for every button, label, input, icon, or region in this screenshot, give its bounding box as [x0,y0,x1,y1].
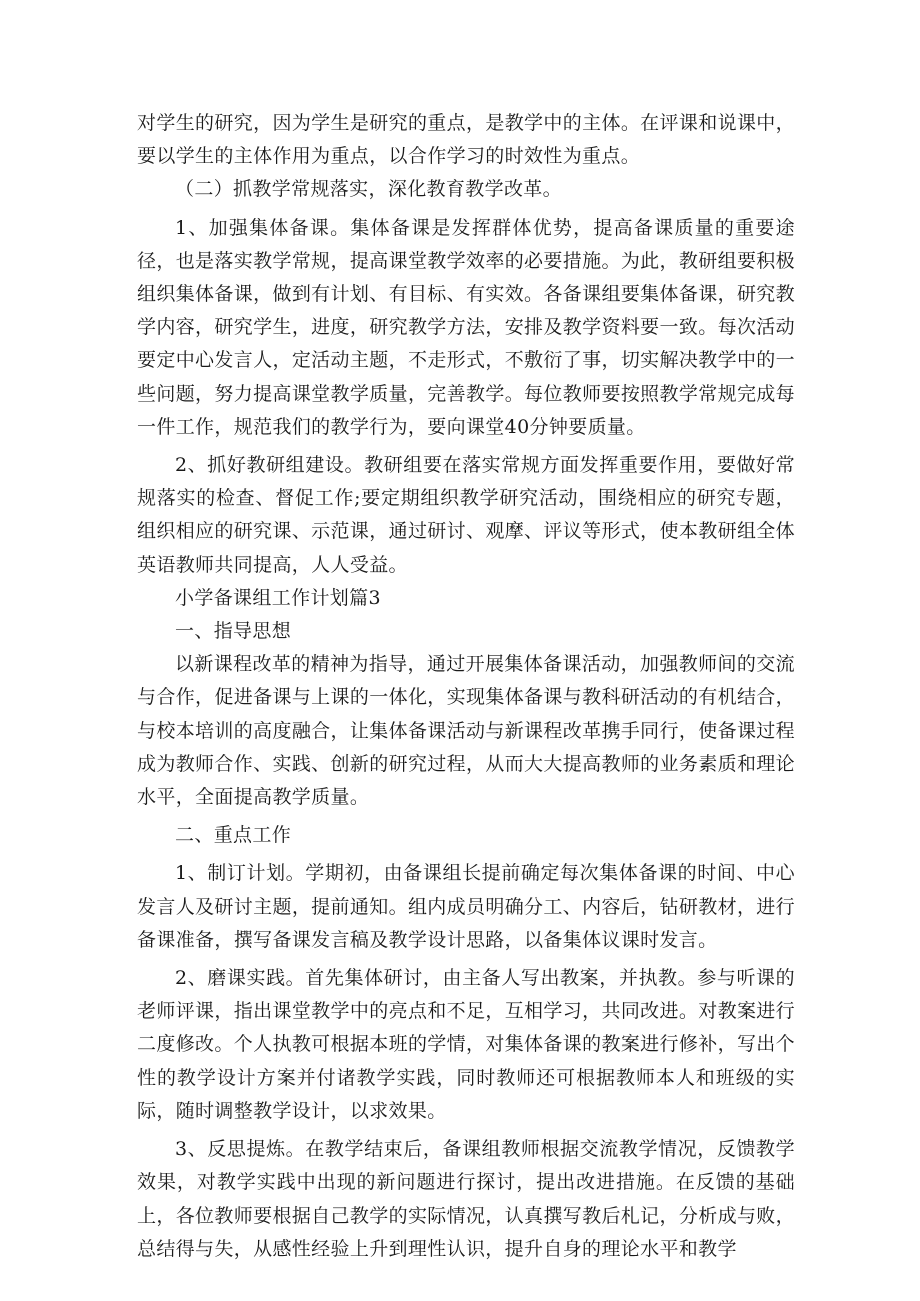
document-body [137,107,795,1266]
section-heading-2: （二）抓教学常规落实，深化教育教学改革。 [175,178,563,201]
paragraph-collective-lesson-prep: 1、加强集体备课。集体备课是发挥群体优势，提高备课质量的重要途径，也是落实教学常规，提高课堂教学效率的必要措施。为此，教研组要积极组织集体备课，做到有计划、有目标、有实效。各备课组要集体备课，研究教学内容，研究学生，进度，研究教学方法，安排及教学资料要一致。每次活动要定中心发言人，定活动主题，不走形式，不敷衍了事，切实解决教学中的一些问题，努力提高课堂教学质量，完善教学。每位教师要按照教学常规完成每一件工作，规范我们的教学行为，要向课堂40分钟要质量。 [137,216,795,438]
paragraph-make-plan: 1、制订计划。学期初，由备课组长提前确定每次集体备课的时间、中心发言人及研讨主题，提前通知。组内成员明确分工、内容后，钻研教材，进行备课准备，撰写备课发言稿及教学设计思路，以备集体议课时发言。 [137,862,795,951]
paragraph-reflection: 3、反思提炼。在教学结束后，备课组教师根据交流教学情况，反馈教学效果，对教学实践中出现的新问题进行探讨，提出改进措施。在反馈的基础上，各位教师要根据自己教学的实际情况，认真撰写教后札记，分析成与败，总结得与失，从感性经验上升到理性认识，提升自身的理论水平和教学 [137,1138,795,1260]
section-heading-guiding-ideology: 一、指导思想 [175,620,292,643]
paragraph-guiding-ideology: 以新课程改革的精神为指导，通过开展集体备课活动，加强教师间的交流与合作，促进备课与上课的一体化，实现集体备课与教科研活动的有机结合，与校本培训的高度融合，让集体备课活动与新课程改革携手同行，使备课过程成为教师合作、实践、创新的研究过程，从而大大提高教师的业务素质和理论水平，全面提高教学质量。 [137,653,795,809]
paragraph-intro-continuation: 对学生的研究，因为学生是研究的重点，是教学中的主体。在评课和说课中，要以学生的主体作用为重点，以合作学习的时效性为重点。 [137,112,795,168]
section-heading-key-work: 二、重点工作 [175,824,292,847]
paragraph-lesson-practice: 2、磨课实践。首先集体研讨，由主备人写出教案，并执教。参与听课的老师评课，指出课堂教学中的亮点和不足，互相学习，共同改进。对教案进行二度修改。个人执教可根据本班的学情，对集体备课的教案进行修补，写出个性的教学设计方案并付诸教学实践，同时教师还可根据教师本人和班级的实际，随时调整教学设计，以求效果。 [137,967,795,1122]
article-title-part-3: 小学备课组工作计划篇3 [175,586,381,609]
paragraph-research-group-building: 2、抓好教研组建设。教研组要在落实常规方面发挥重要作用，要做好常规落实的检查、督促工作;要定期组织教学研究活动，围绕相应的研究专题，组织相应的研究课、示范课，通过研讨、观摩、评议等形式，使本教研组全体英语教师共同提高，人人受益。 [137,454,795,576]
